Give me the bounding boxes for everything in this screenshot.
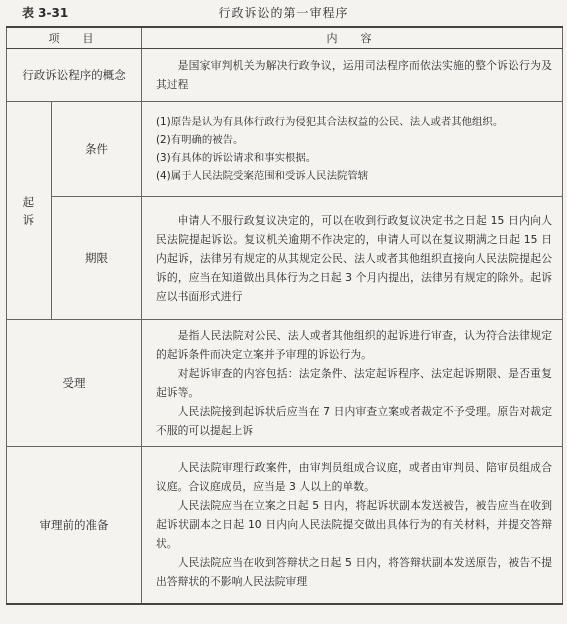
period-label: 期限 bbox=[52, 197, 142, 320]
conditions-label: 条件 bbox=[52, 102, 142, 197]
qisu-label-text: 起诉 bbox=[22, 194, 37, 227]
row-conditions bbox=[7, 102, 563, 197]
period-text: 申请人不服行政复议决定的，可以在收到行政复议决定书之日起 15 日内向人民法院提起诉讼。复议机关逾期不作决定的，申请人可以在复议期满之日起 15 日内起诉，法律另有规定的从其规定公民、法人或者其他组织直接向人民法院提起公诉的，应当在知道做出具体行为之日起 3 个月内提出，法律另有规定的除外。起诉应以书面形式进行 bbox=[142, 197, 563, 320]
header-item: 项 目 bbox=[7, 27, 142, 49]
condition-item: (2)有明确的被告。 bbox=[156, 134, 244, 146]
acceptance-para: 人民法院接到起诉状后应当在 7 日内审查立案或者裁定不予受理。原告对裁定不服的可以提起上诉 bbox=[156, 405, 552, 437]
conditions-list bbox=[142, 102, 563, 197]
preparation-para: 人民法院应当在立案之日起 5 日内，将起诉状副本发送被告，被告应当在收到起诉状副本之日起 10 日内向人民法院提交做出具体行为的有关材料，并提交答辩状。 bbox=[156, 499, 552, 551]
row-acceptance bbox=[7, 320, 563, 447]
condition-item: (3)有具体的诉讼请求和事实根据。 bbox=[156, 152, 317, 164]
acceptance-para: 是指人民法院对公民、法人或者其他组织的起诉进行审查，认为符合法律规定的起诉条件而决定立案并予审理的诉讼行为。 bbox=[156, 329, 552, 361]
row-concept bbox=[7, 49, 563, 102]
condition-item: (1)原告是认为有具体行政行为侵犯其合法权益的公民、法人或者其他组织。 bbox=[156, 116, 504, 128]
table-caption bbox=[0, 4, 567, 24]
acceptance-para: 对起诉审查的内容包括：法定条件、法定起诉程序、法定起诉期限、是否重复起诉等。 bbox=[156, 367, 552, 399]
preparation-para: 人民法院审理行政案件，由审判员组成合议庭，或者由审判员、陪审员组成合议庭。合议庭成员，应当是 3 人以上的单数。 bbox=[156, 461, 552, 494]
condition-item: (4)属于人民法院受案范围和受诉人民法院管辖 bbox=[156, 170, 369, 182]
qisu-label bbox=[7, 102, 52, 320]
table-number: 表 3-31 bbox=[22, 6, 69, 20]
row-period bbox=[7, 197, 563, 320]
acceptance-label: 受理 bbox=[7, 320, 142, 447]
preparation-label: 审理前的准备 bbox=[7, 447, 142, 604]
row-preparation bbox=[7, 447, 563, 604]
concept-text: 是国家审判机关为解决行政争议，运用司法程序而依法实施的整个诉讼行为及其过程 bbox=[142, 49, 563, 102]
preparation-para: 人民法院应当在收到答辩状之日起 5 日内，将答辩状副本发送原告，被告不提出答辩状的不影响人民法院审理 bbox=[156, 556, 552, 589]
preparation-text bbox=[142, 447, 563, 604]
concept-label: 行政诉讼程序的概念 bbox=[7, 49, 142, 102]
table-title: 行政诉讼的第一审程序 bbox=[218, 6, 349, 20]
acceptance-text bbox=[142, 320, 563, 447]
header-content: 内 容 bbox=[142, 27, 563, 49]
header-row bbox=[7, 27, 563, 49]
procedure-table bbox=[6, 26, 563, 605]
